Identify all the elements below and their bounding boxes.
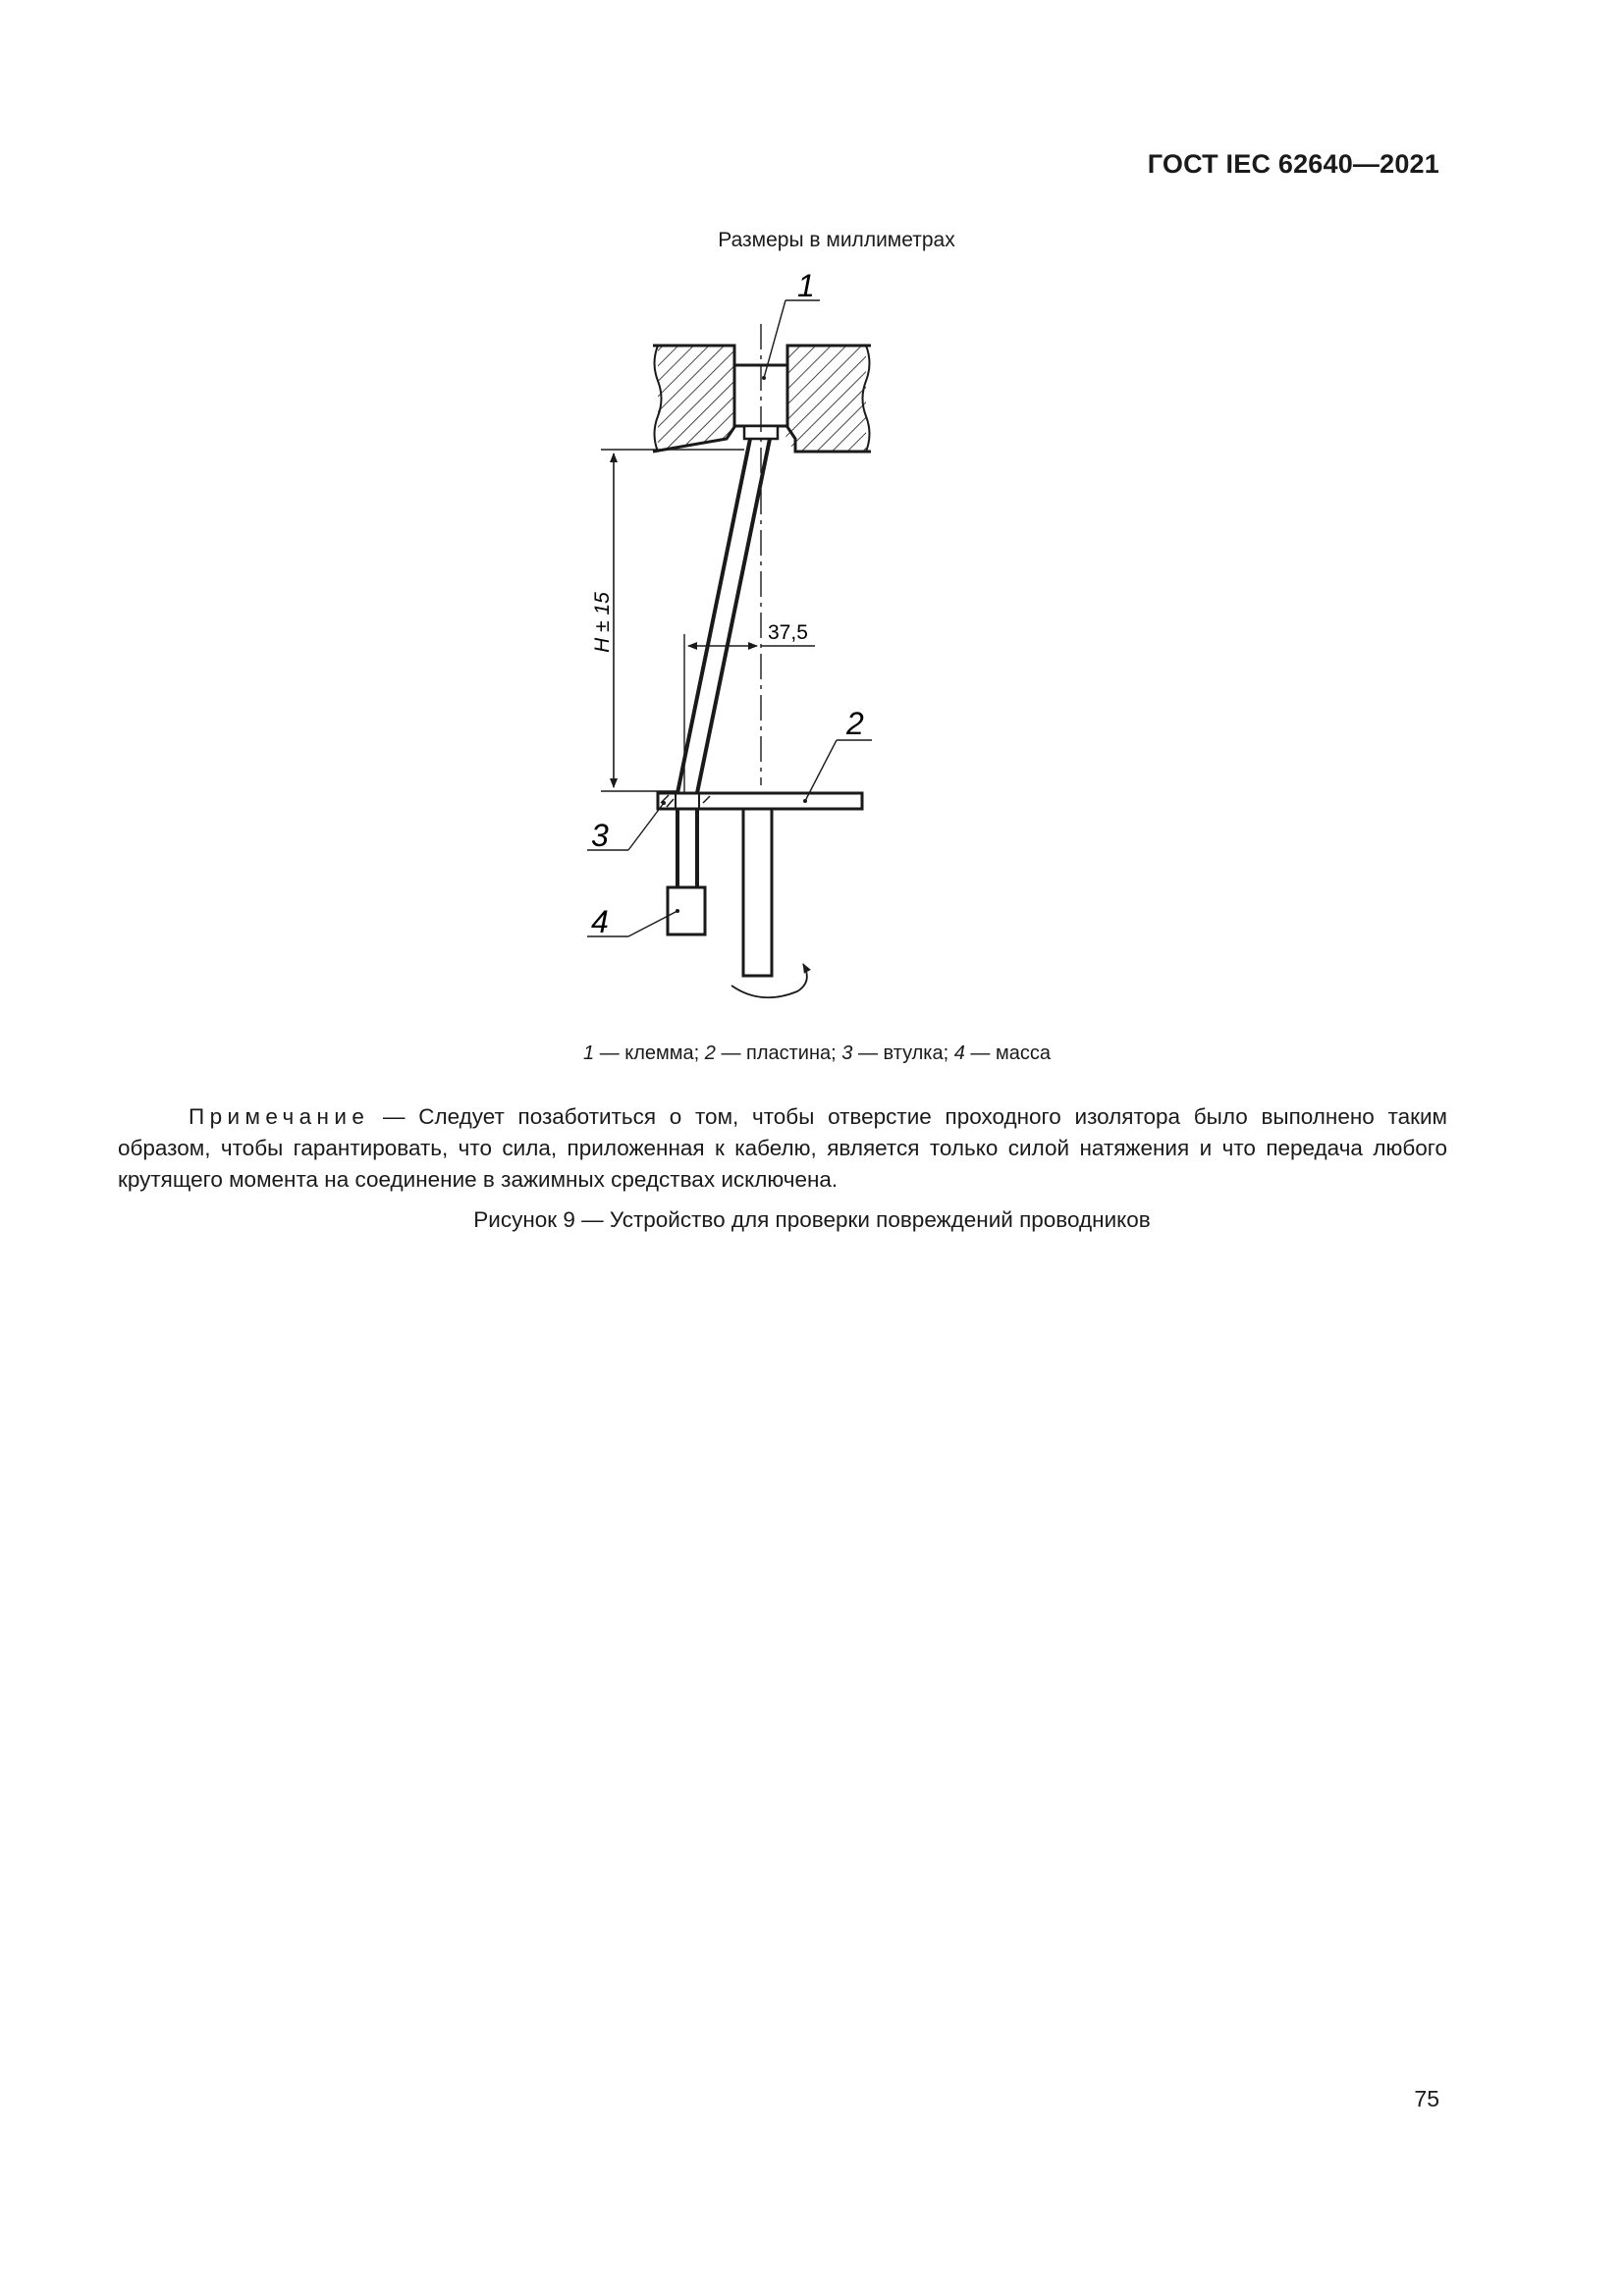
legend-text-3: — втулка; [852, 1042, 954, 1064]
note-label: Примечание [189, 1104, 370, 1129]
page-number: 75 [1414, 2086, 1439, 2111]
note-paragraph [118, 1101, 1447, 1196]
legend-num-3: 3 [841, 1042, 853, 1064]
clamp-block-right [785, 346, 871, 452]
figure-caption: Рисунок 9 — Устройство для проверки повреждений проводников [473, 1207, 1151, 1232]
document-code: ГОСТ IEC 62640—2021 [1147, 149, 1439, 179]
figure-legend [0, 1042, 1624, 1065]
legend-text-4: — масса [964, 1042, 1051, 1064]
callout-3 [587, 801, 666, 853]
legend-num-2: 2 [704, 1042, 716, 1064]
plate [658, 793, 862, 809]
mass [668, 887, 705, 934]
dimension-h-label: H ± 15 [591, 592, 614, 653]
legend-text-1: — клемма; [594, 1042, 705, 1064]
callout-2-label: 2 [846, 706, 864, 741]
callout-4-label: 4 [591, 904, 609, 939]
callout-3-label: 3 [591, 818, 609, 853]
shaft [743, 809, 772, 976]
legend-text-2: — пластина; [715, 1042, 842, 1064]
clamp-block-left [653, 346, 734, 452]
dimension-h [591, 450, 744, 791]
test-apparatus-drawing [550, 265, 923, 1011]
legend-num-4: 4 [953, 1042, 965, 1064]
callout-2 [803, 706, 872, 803]
note-text: — Следует позаботиться о том, чтобы отверстие проходного изолятора было выполнено таким образом, чтобы гарантировать, что сила, приложенная к кабелю, является только силой натяжения и что передача любого крутящего момента на соединение в зажимных средствах исключена. [118, 1104, 1447, 1192]
units-note: Размеры в миллиметрах [718, 229, 955, 251]
callout-4 [587, 904, 679, 939]
callout-1-label: 1 [797, 268, 815, 303]
dimension-offset-label: 37,5 [768, 621, 808, 644]
legend-num-1: 1 [583, 1042, 595, 1064]
